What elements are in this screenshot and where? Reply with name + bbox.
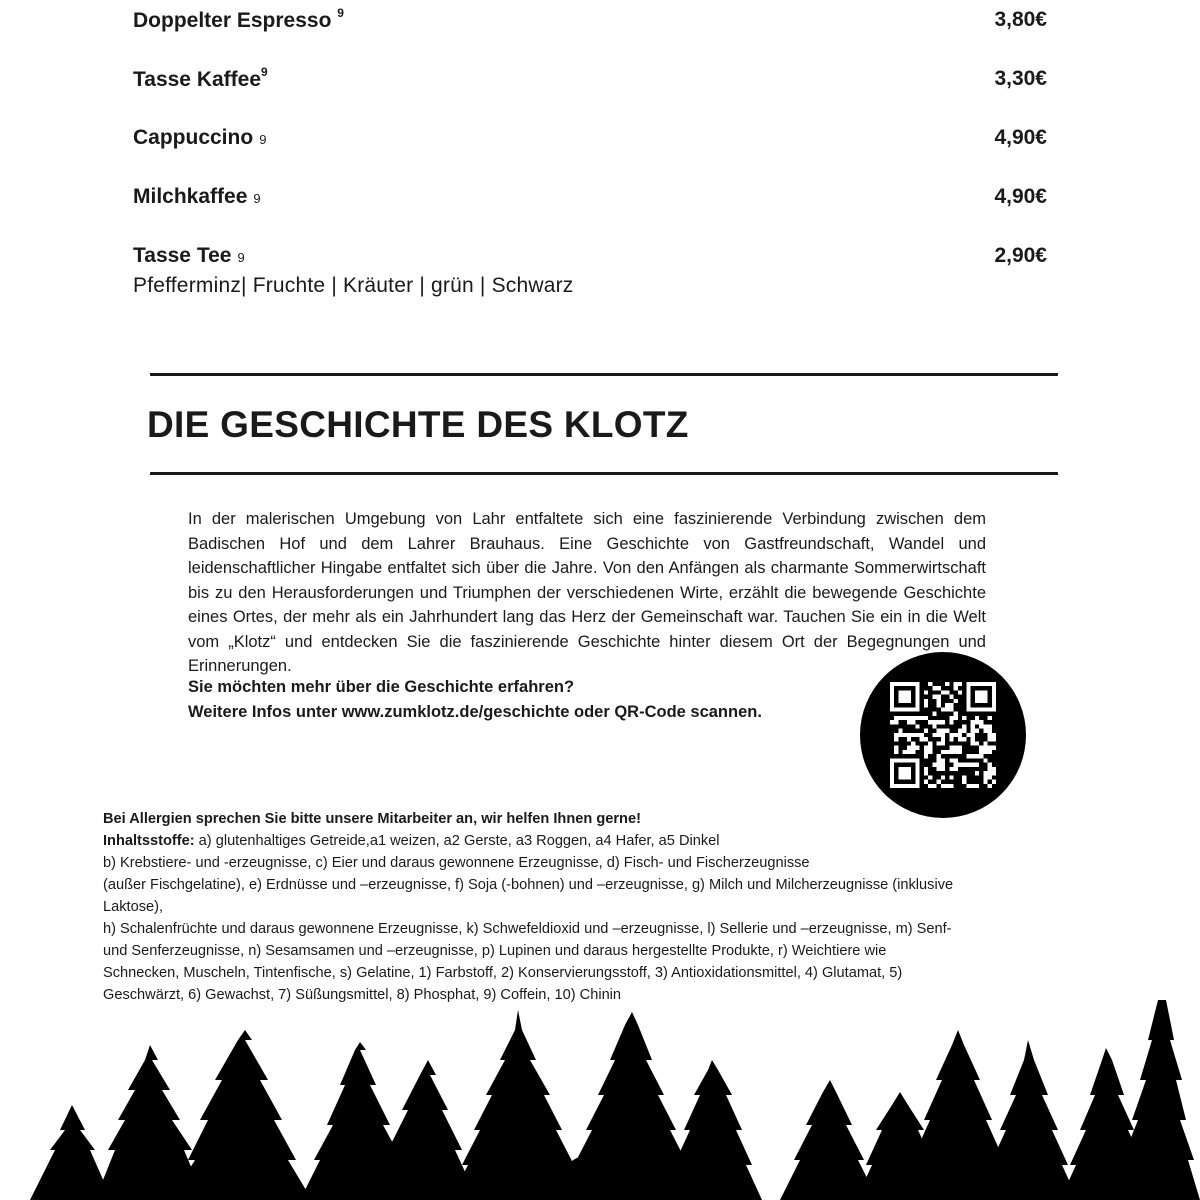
item-price: 3,30€ xyxy=(994,67,1047,90)
allergen-line: h) Schalenfrüchte und daraus gewonnene Erzeugnisse, k) Schwefeldioxid und –erzeugnisse, l) Sellerie und –erzeugnisse, m) Senf- xyxy=(103,921,952,937)
allergen-line: (außer Fischgelatine), e) Erdnüsse und –erzeugnisse, f) Soja (-bohnen) und –erzeugnisse, g) Milch und Milcherzeugnisse (inklusive xyxy=(103,877,954,893)
section-divider-bottom xyxy=(150,472,1058,475)
allergen-line: Geschwärzt, 6) Gewachst, 7) Süßungsmittel, 8) Phosphat, 9) Coffein, 10) Chinin xyxy=(103,987,622,1003)
allergen-info xyxy=(103,808,1063,1006)
item-name: Tasse Kaffee$^9$ xyxy=(133,65,268,91)
story-cta-link[interactable]: Weitere Infos unter www.zumklotz.de/geschichte oder QR-Code scannen. xyxy=(188,703,762,721)
story-text: In der malerischen Umgebung von Lahr entfaltete sich eine faszinierende Verbindung zwischen dem Badischen Hof und dem Lahrer Brauhaus. Eine Geschichte von Gastfreundschaft, Wandel und leidenschaftlicher Hingabe entfaltet sich über die Jahre. Von den Anfängen als charmante Sommerwirtschaft bis zu den Herausforderungen und Triumphen der verschiedenen Wirte, erzählt die bewegende Geschichte eines Ortes, der mehr als ein Jahrhundert lang das Herz der Gemeinschaft war. Tauchen Sie ein in die Welt vom „Klotz“ und entdecken Sie die faszinierende Geschichte hinter diesem Ort der Begegnungen und Erinnerungen. xyxy=(188,510,986,675)
allergen-line: Schnecken, Muscheln, Tintenfische, s) Gelatine, 1) Farbstoff, 2) Konservierungsstoff, 3) Antioxidationsmittel, 4) Glutamat, 5) xyxy=(103,965,903,981)
item-price: 4,90€ xyxy=(994,126,1047,149)
qr-code-icon[interactable] xyxy=(860,652,1026,818)
allergen-label: Inhaltsstoffe: xyxy=(103,833,195,849)
item-name: Milchkaffee 9 xyxy=(133,185,261,208)
allergen-line: b) Krebstiere- und -erzeugnisse, c) Eier und daraus gewonnene Erzeugnisse, d) Fisch- und Fischerzeugnisse xyxy=(103,855,810,871)
tea-variants: Pfefferminz| Fruchte | Kräuter | grün | Schwarz xyxy=(133,274,574,297)
section-title: DIE GESCHICHTE DES KLOTZ xyxy=(147,404,689,445)
item-name: Tasse Tee 9 xyxy=(133,244,245,267)
item-price: 2,90€ xyxy=(994,244,1047,267)
allergen-line: Laktose), xyxy=(103,899,164,915)
allergen-line: Inhaltsstoffe: a) glutenhaltiges Getreide,a1 weizen, a2 Gerste, a3 Roggen, a4 Hafer, a5 Dinkel xyxy=(103,833,720,849)
allergen-heading: Bei Allergien sprechen Sie bitte unsere Mitarbeiter an, wir helfen Ihnen gerne! xyxy=(103,811,641,827)
item-price: 3,80€ xyxy=(994,8,1047,31)
allergen-line: und Senferzeugnisse, n) Sesamsamen und –erzeugnisse, p) Lupinen und daraus hergestellte Produkte, r) Weichtiere wie xyxy=(103,943,887,959)
item-name: Doppelter Espresso $^9$ xyxy=(133,6,344,32)
section-divider-top xyxy=(150,373,1058,376)
forest-silhouette-icon xyxy=(0,1000,1200,1200)
item-name: Cappuccino 9 xyxy=(133,126,267,149)
story-cta-question: Sie möchten mehr über die Geschichte erfahren? xyxy=(188,678,575,696)
item-price: 4,90€ xyxy=(994,185,1047,208)
